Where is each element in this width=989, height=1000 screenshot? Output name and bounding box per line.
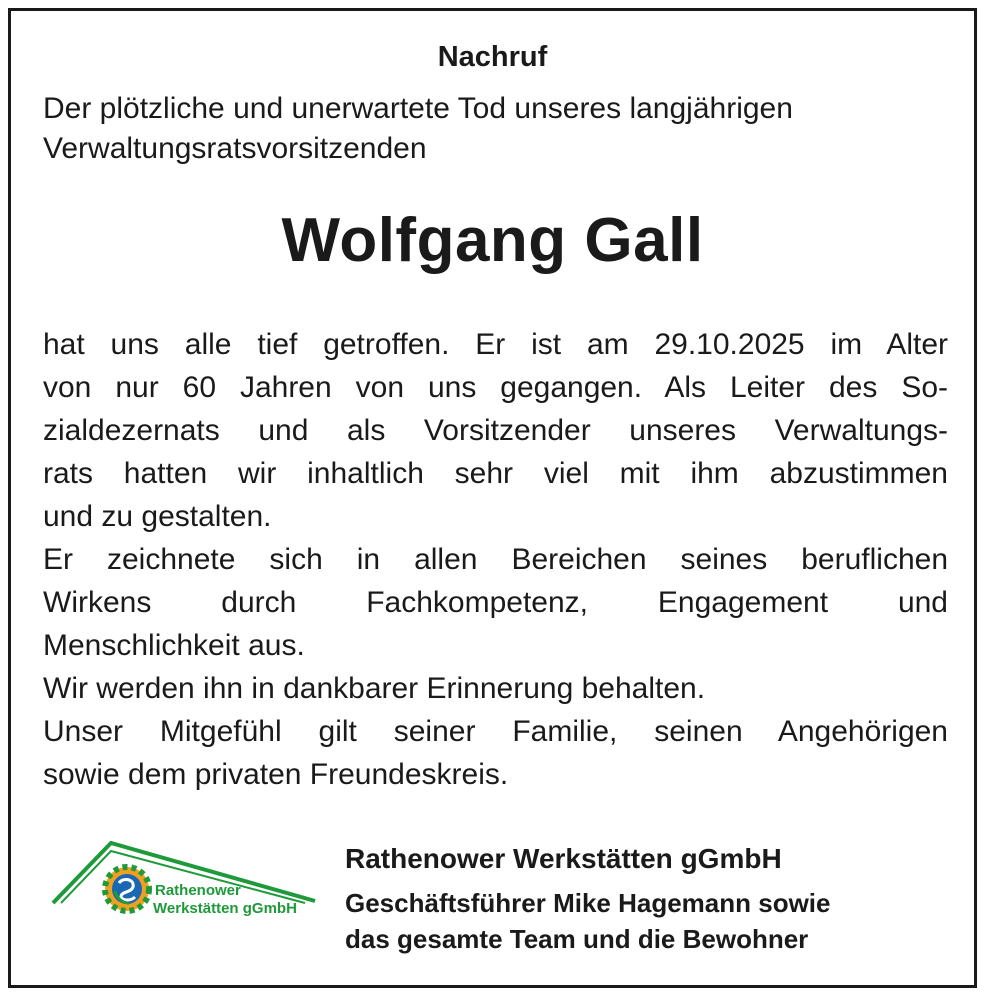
- body-line: Unser Mitgefühl gilt seiner Familie, seinen Angehörigen: [43, 715, 948, 748]
- body-line: zialdezernats und als Vorsitzender unseres Verwaltungs-: [43, 414, 948, 447]
- intro-line: Der plötzliche und unerwartete Tod unseres langjährigen: [43, 92, 793, 125]
- signer-line: das gesamte Team und die Bewohner: [345, 924, 809, 954]
- logo-text-line1: Rathenower: [155, 882, 241, 899]
- deceased-name: Wolfgang Gall: [281, 206, 704, 275]
- intro-text: [43, 89, 948, 169]
- company-logo: [49, 839, 319, 919]
- body-line: sowie dem privaten Freundeskreis.: [43, 758, 509, 791]
- signers: [345, 885, 830, 957]
- body-line: rats hatten wir inhaltlich sehr viel mit ihm abzustimmen: [43, 457, 948, 490]
- signer-line: Geschäftsführer Mike Hagemann sowie: [345, 888, 831, 918]
- notice-heading: Nachruf: [437, 41, 548, 73]
- company-name: Rathenower Werkstätten gGmbH: [345, 843, 782, 874]
- body-text: [43, 323, 948, 796]
- body-line: Menschlichkeit aus.: [43, 629, 305, 662]
- body-line: von nur 60 Jahren von uns gegangen. Als Leiter des So-: [43, 371, 948, 404]
- body-line: Er zeichnete sich in allen Bereichen seines beruflichen: [43, 543, 948, 576]
- intro-line: Verwaltungsratsvorsitzenden: [43, 132, 427, 165]
- body-line: Wirkens durch Fachkompetenz, Engagement und: [43, 586, 948, 619]
- logo-text-line2: Werkstätten gGmbH: [153, 900, 297, 917]
- body-line: Wir werden ihn in dankbarer Erinnerung behalten.: [43, 672, 706, 705]
- obituary-notice: [8, 8, 977, 988]
- body-line: und zu gestalten.: [43, 500, 272, 533]
- body-line: hat uns alle tief getroffen. Er ist am 29.10.2025 im Alter: [43, 328, 948, 361]
